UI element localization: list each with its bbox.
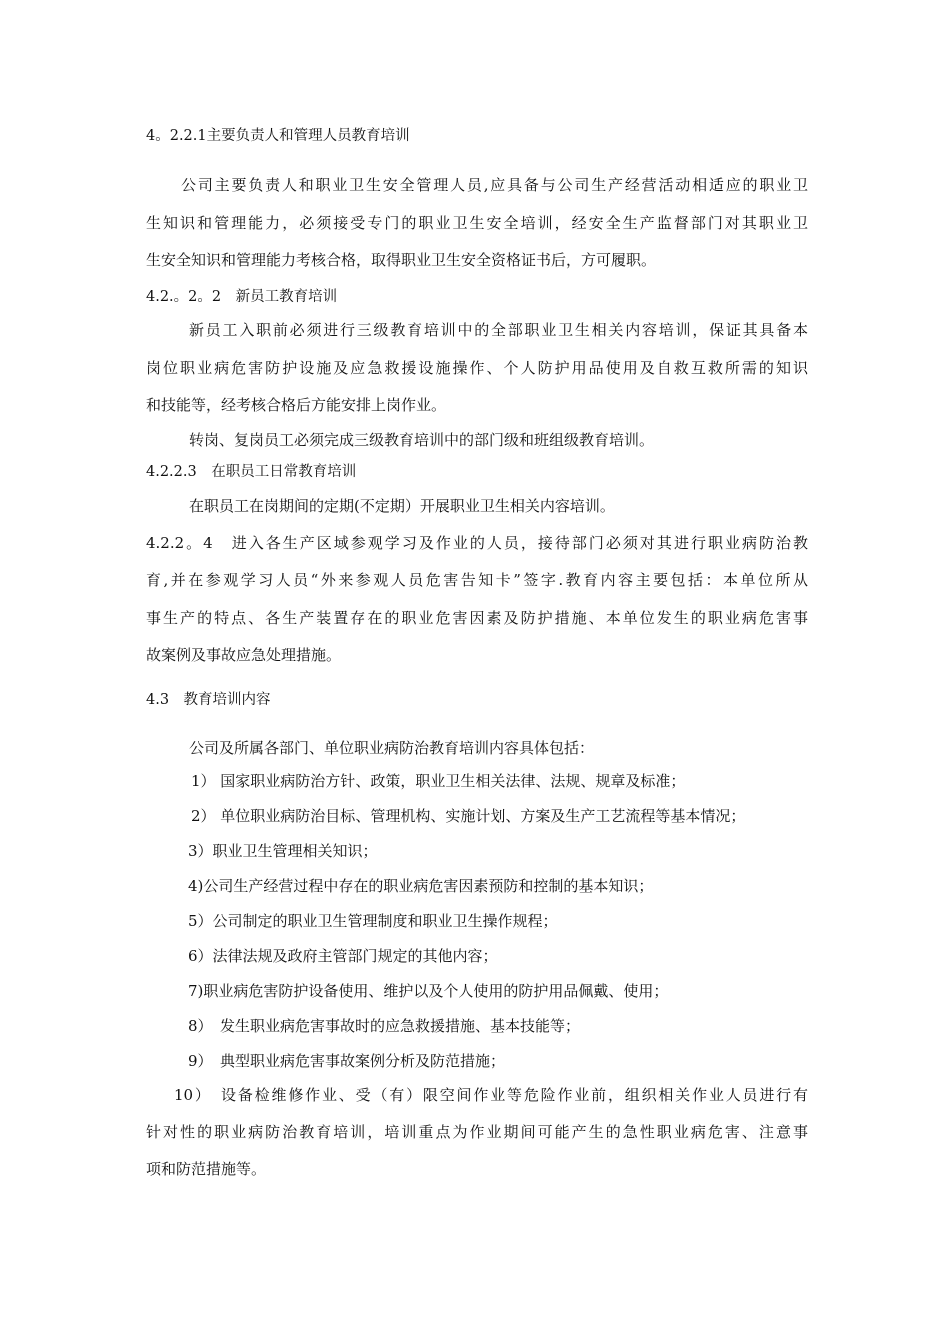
list-item: 3）职业卫生管理相关知识； xyxy=(188,842,378,860)
list-item: 7)职业病危害防护设备使用、维护以及个人使用的防护用品佩戴、使用； xyxy=(188,982,669,1000)
section-4221-body-line: 生知识和管理能力，必须接受专门的职业卫生安全培训，经安全生产监督部门对其职业卫 xyxy=(146,214,808,232)
list-item-10-line: 针对性的职业病防治教育培训，培训重点为作业期间可能产生的急性职业病危害、注意事 xyxy=(146,1123,808,1141)
section-4224-body-line: 4.2.2。4 进入各生产区域参观学习及作业的人员，接待部门必须对其进行职业病防治教 xyxy=(146,534,808,552)
section-4223-body: 在职员工在岗期间的定期(不定期）开展职业卫生相关内容培训。 xyxy=(189,497,615,515)
section-4222-body-line: 新员工入职前必须进行三级教育培训中的全部职业卫生相关内容培训，保证其具备本 xyxy=(189,321,808,339)
list-item: 8） 发生职业病危害事故时的应急救援措施、基本技能等； xyxy=(188,1017,581,1035)
section-4224-body-line: 育,并在参观学习人员“外来参观人员危害告知卡”签字.教育内容主要包括：本单位所从 xyxy=(146,571,808,589)
section-4224-body-line: 故案例及事故应急处理措施。 xyxy=(146,646,342,664)
list-item-10-line: 项和防范措施等。 xyxy=(146,1160,267,1178)
section-4222-body-line: 和技能等，经考核合格后方能安排上岗作业。 xyxy=(146,396,447,414)
list-item: 4)公司生产经营过程中存在的职业病危害因素预防和控制的基本知识； xyxy=(188,877,654,895)
list-item: 9） 典型职业病危害事故案例分析及防范措施； xyxy=(188,1052,506,1070)
list-item: 5）公司制定的职业卫生管理制度和职业卫生操作规程； xyxy=(188,912,558,930)
section-4222-heading: 4.2.。2。2 新员工教育培训 xyxy=(146,289,338,305)
section-4221-body-line: 生安全知识和管理能力考核合格，取得职业卫生安全资格证书后，方可履职。 xyxy=(146,251,657,269)
list-item: 6）法律法规及政府主管部门规定的其他内容； xyxy=(188,947,498,965)
section-4221-heading: 4。2.2.1主要负责人和管理人员教育培训 xyxy=(146,128,410,144)
section-4222-body-line: 岗位职业病危害防护设施及应急救援设施操作、个人防护用品使用及自救互救所需的知识 xyxy=(146,359,808,377)
section-4222-transfer-note: 转岗、复岗员工必须完成三级教育培训中的部门级和班组级教育培训。 xyxy=(189,431,655,449)
list-item-10-line: 10） 设备检维修作业、受（有）限空间作业等危险作业前，组织相关作业人员进行有 xyxy=(174,1086,808,1104)
section-4223-heading: 4.2.2.3 在职员工日常教育培训 xyxy=(146,464,357,480)
list-item: 2） 单位职业病防治目标、管理机构、实施计划、方案及生产工艺流程等基本情况； xyxy=(191,807,746,825)
section-4221-body-line: 公司主要负责人和职业卫生安全管理人员,应具备与公司生产经营活动相适应的职业卫 xyxy=(181,176,808,194)
section-43-intro: 公司及所属各部门、单位职业病防治教育培训内容具体包括： xyxy=(189,739,595,757)
list-item: 1） 国家职业病防治方针、政策，职业卫生相关法律、法规、规章及标准； xyxy=(191,772,686,790)
section-4224-body-line: 事生产的特点、各生产装置存在的职业危害因素及防护措施、本单位发生的职业病危害事 xyxy=(146,609,808,627)
section-43-heading: 4.3 教育培训内容 xyxy=(146,692,271,708)
